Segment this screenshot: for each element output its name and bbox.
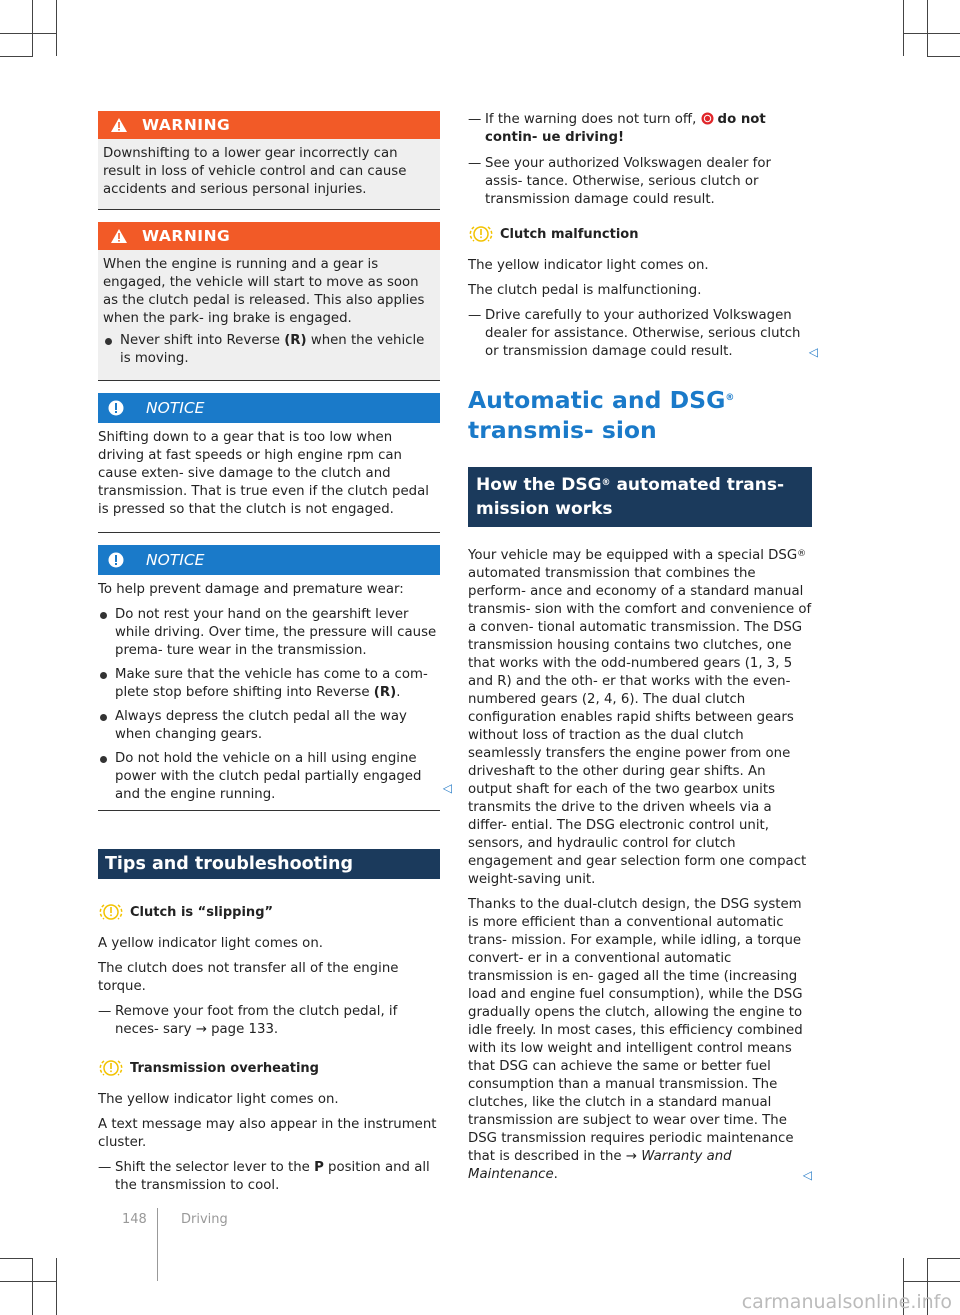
crop-mark	[56, 0, 57, 56]
subheading-clutch-malfunction	[468, 223, 812, 245]
right-column	[468, 111, 818, 1191]
notice-icon	[108, 552, 124, 568]
footer-divider	[157, 1208, 158, 1281]
red-warning-light-icon	[701, 112, 714, 125]
section-end-icon: ◁	[442, 781, 452, 795]
dash-item: — If the warning does not turn off, do not contin- ue driving!	[468, 111, 812, 147]
warning-box-downshift	[98, 111, 440, 210]
crop-mark	[0, 1281, 56, 1282]
notice-title: NOTICE	[146, 551, 205, 569]
notice-bullet: Do not rest your hand on the gearshift lever while driving. Over time, the pressure will cause prema- ture wear in the transmission.	[98, 606, 440, 660]
notice-bullet: Make sure that the vehicle has come to a com- plete stop before shifting into Reverse (R).	[98, 666, 440, 702]
section-heading: How the DSG® automated trans- mission works	[468, 467, 812, 527]
notice-intro: To help prevent damage and premature wear:	[98, 582, 404, 597]
warning-bullet: Never shift into Reverse (R) when the vehicle is moving.	[103, 332, 435, 368]
notice-header	[98, 393, 440, 423]
subheading-text: Clutch malfunction	[500, 226, 639, 242]
footer-section-name: Driving	[181, 1212, 228, 1227]
crop-mark	[903, 0, 904, 56]
subheading-text: Clutch is “slipping”	[130, 904, 274, 920]
paragraph: A yellow indicator light comes on.	[98, 936, 323, 951]
crop-mark	[0, 1258, 33, 1259]
warning-title: WARNING	[142, 227, 231, 245]
dash-item: — Shift the selector lever to the P position and all the transmission to cool.	[98, 1159, 440, 1195]
subheading-text: Transmission overheating	[130, 1060, 319, 1076]
warning-triangle-icon	[110, 117, 128, 133]
notice-bullet: Do not hold the vehicle on a hill using engine power with the clutch pedal partially engaged and the engine running.	[98, 750, 440, 804]
paragraph: Your vehicle may be equipped with a special DSG® automated transmission that combines the perform- ance and economy of a standard manual transmis- sion with the comfort and convenience of a conven- tional automatic transmission. The DSG transmission housing contains two clutches, one that works with the odd-numbered gears (1, 3, 5 and R) and the oth- er that works with the even-numbered gears (2, 4, 6). The dual clutch configuration enables rapid shifts between gears without loss of traction as the dual clutch seamlessly transfers the engine power from one driveshaft to the other during gear shifts. An output shaft for each of the two gearbox units transmits the drive to the driven wheels via a differ- ential. The DSG electronic control unit, sensors, and hydraulic control for clutch engagement and gear selection form one compact weight-saving unit.	[468, 548, 812, 887]
arrow-icon: →	[625, 1149, 637, 1164]
dash-item: — Remove your foot from the clutch pedal, if neces- sary → page 133.	[98, 1003, 440, 1039]
warning-header	[98, 111, 440, 139]
warranty-reference-link[interactable]: Warranty and Maintenance	[468, 1149, 732, 1182]
crop-mark	[927, 56, 960, 57]
notice-header	[98, 545, 440, 575]
notice-body	[98, 575, 440, 811]
subheading-clutch-slipping	[98, 901, 440, 923]
warning-body	[98, 139, 440, 210]
paragraph: A text message may also appear in the instrument cluster.	[98, 1117, 437, 1150]
paragraph: The yellow indicator light comes on.	[468, 258, 709, 273]
crop-mark	[32, 1258, 33, 1315]
chapter-heading: Automatic and DSG® transmis- sion	[468, 386, 735, 444]
page-footer	[122, 1212, 147, 1227]
section-end-icon: ◁	[802, 1168, 812, 1182]
crop-mark	[0, 33, 56, 34]
section-end-icon: ◁	[808, 345, 818, 359]
subheading-transmission-overheating	[98, 1057, 440, 1079]
crop-mark	[0, 56, 33, 57]
page-number: 148	[122, 1212, 147, 1227]
notice-icon	[108, 400, 124, 416]
warning-header	[98, 222, 440, 250]
watermark: carmanualsonline.info	[741, 1291, 952, 1313]
warning-title: WARNING	[142, 116, 231, 134]
notice-body	[98, 423, 440, 533]
crop-mark	[927, 0, 928, 56]
dash-item: — See your authorized Volkswagen dealer for assis- tance. Otherwise, serious clutch or transmission damage could result.	[468, 155, 812, 209]
indicator-light-icon	[98, 1057, 124, 1079]
dash-item: — Drive carefully to your authorized Volkswagen dealer for assistance. Otherwise, serious clutch or transmission damage could result. ◁	[468, 307, 812, 361]
left-column	[98, 111, 452, 1203]
notice-bullet: Always depress the clutch pedal all the way when changing gears.	[98, 708, 440, 744]
indicator-light-icon	[468, 223, 494, 245]
warning-text: When the engine is running and a gear is engaged, the vehicle will start to move as soon as the clutch pedal is released. This also applies when the park- ing brake is engaged.	[103, 257, 425, 326]
warning-triangle-icon	[110, 228, 128, 244]
indicator-light-icon	[98, 901, 124, 923]
notice-box-wear	[98, 545, 452, 811]
notice-title: NOTICE	[146, 399, 205, 417]
warning-text: Downshifting to a lower gear incorrectly can result in loss of vehicle control and can cause accidents and serious personal injuries.	[103, 146, 407, 197]
arrow-icon: →	[195, 1022, 207, 1037]
page-reference-link[interactable]: page 133.	[211, 1022, 279, 1037]
notice-box-downshift	[98, 393, 440, 533]
crop-mark	[904, 33, 960, 34]
notice-text: Shifting down to a gear that is too low when driving at fast speeds or high engine rpm can cause exten- sive damage to the clutch and transmission. That is true even if the clutch pedal is pressed so that the clutch is not engaged.	[98, 430, 429, 517]
tips-heading: Tips and troubleshooting	[98, 849, 440, 879]
warning-body	[98, 250, 440, 381]
warning-box-engine-running	[98, 222, 440, 381]
crop-mark	[904, 1281, 960, 1282]
crop-mark	[56, 1258, 57, 1315]
crop-mark	[32, 0, 33, 56]
crop-mark	[927, 1258, 960, 1259]
paragraph: Thanks to the dual-clutch design, the DSG system is more efficient than a conventional automatic trans- mission. For example, while idling, a torque convert- er in a conventional automatic transmission is en- gaged all the time (increasing load and engine fuel consumption), while the DSG gradually opens the clutch, allowing the engine to idle freely. In most cases, this efficiency combined with its low weight and intelligent control means that DSG can achieve the same or better fuel consumption than a manual transmission. The clutches, like the clutch in a standard manual transmission are subject to wear over time. The DSG transmission requires periodic maintenance that is described in the → Warranty and Maintenance. ◁	[468, 897, 812, 1182]
paragraph: The clutch pedal is malfunctioning.	[468, 283, 702, 298]
paragraph: The clutch does not transfer all of the engine torque.	[98, 961, 399, 994]
paragraph: The yellow indicator light comes on.	[98, 1092, 339, 1107]
